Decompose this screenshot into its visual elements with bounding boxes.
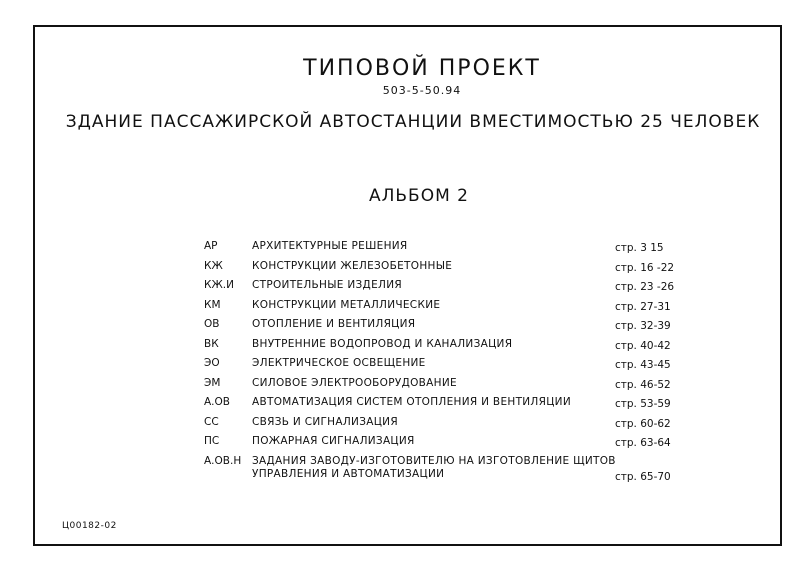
contents-row (204, 260, 684, 280)
contents-row (204, 455, 684, 485)
section-code: АР (204, 240, 218, 252)
section-name: АРХИТЕКТУРНЫЕ РЕШЕНИЯ (252, 240, 408, 252)
section-pages: стр. 32-39 (615, 320, 671, 332)
section-name: ОТОПЛЕНИЕ И ВЕНТИЛЯЦИЯ (252, 318, 416, 330)
section-pages: стр. 16 -22 (615, 261, 675, 274)
section-name: КОНСТРУКЦИИ ЖЕЛЕЗОБЕТОННЫЕ (252, 259, 453, 272)
section-code: ВК (204, 337, 219, 350)
section-pages: стр. 43-45 (615, 359, 671, 371)
contents-row (204, 318, 684, 338)
section-name: ВНУТРЕННИЕ ВОДОПРОВОД И КАНАЛИЗАЦИЯ (252, 337, 513, 350)
section-name: СИЛОВОЕ ЭЛЕКТРООБОРУДОВАНИЕ (252, 376, 457, 389)
document-title: ТИПОВОЙ ПРОЕКТ (303, 56, 541, 81)
album-title: АЛЬБОМ 2 (368, 186, 469, 206)
section-code: А.ОВ.Н (204, 454, 242, 467)
section-name: ЗАДАНИЯ ЗАВОДУ-ИЗГОТОВИТЕЛЮ НА ИЗГОТОВЛЕНИЕ ЩИТОВ УПРАВЛЕНИЯ И АВТОМАТИЗАЦИИ (252, 454, 616, 480)
section-code: ОВ (204, 318, 220, 330)
contents-row (204, 416, 684, 436)
project-subject: ЗДАНИЕ ПАССАЖИРСКОЙ АВТОСТАНЦИИ ВМЕСТИМОСТЬЮ 25 ЧЕЛОВЕК (65, 112, 761, 132)
section-pages: стр. 53-59 (615, 398, 671, 410)
section-code: А.ОВ (204, 396, 230, 408)
section-pages: стр. 40-42 (615, 339, 671, 352)
contents-row (204, 240, 684, 260)
section-name: СВЯЗЬ И СИГНАЛИЗАЦИЯ (252, 415, 398, 428)
section-pages: стр. 27-31 (615, 300, 671, 313)
archive-stamp: Ц00182-02 (62, 521, 117, 531)
contents-row (204, 338, 684, 358)
section-code: КМ (204, 298, 221, 311)
section-code: СС (204, 415, 219, 428)
section-code: ЭО (204, 357, 220, 369)
section-pages: стр. 23 -26 (615, 281, 675, 293)
section-name: СТРОИТЕЛЬНЫЕ ИЗДЕЛИЯ (252, 279, 402, 291)
section-code: КЖ (204, 259, 223, 272)
section-pages: стр. 46-52 (615, 378, 671, 391)
contents-row (204, 396, 684, 416)
section-pages: стр. 65-70 (615, 470, 671, 483)
contents-row (204, 357, 684, 377)
section-name: КОНСТРУКЦИИ МЕТАЛЛИЧЕСКИЕ (252, 298, 441, 311)
section-pages: стр. 3 15 (615, 242, 664, 254)
section-name: ПОЖАРНАЯ СИГНАЛИЗАЦИЯ (252, 435, 415, 447)
section-name: АВТОМАТИЗАЦИЯ СИСТЕМ ОТОПЛЕНИЯ И ВЕНТИЛЯЦИИ (252, 396, 571, 408)
contents-row (204, 377, 684, 397)
contents-list (204, 240, 684, 485)
section-code: ПС (204, 435, 220, 447)
contents-row (204, 299, 684, 319)
section-name: ЭЛЕКТРИЧЕСКОЕ ОСВЕЩЕНИЕ (252, 357, 426, 369)
section-pages: стр. 63-64 (615, 437, 671, 449)
project-number: 503-5-50.94 (382, 84, 462, 97)
section-code: ЭМ (204, 376, 221, 389)
section-code: КЖ.И (204, 279, 234, 291)
contents-row (204, 279, 684, 299)
contents-row (204, 435, 684, 455)
section-pages: стр. 60-62 (615, 417, 671, 430)
